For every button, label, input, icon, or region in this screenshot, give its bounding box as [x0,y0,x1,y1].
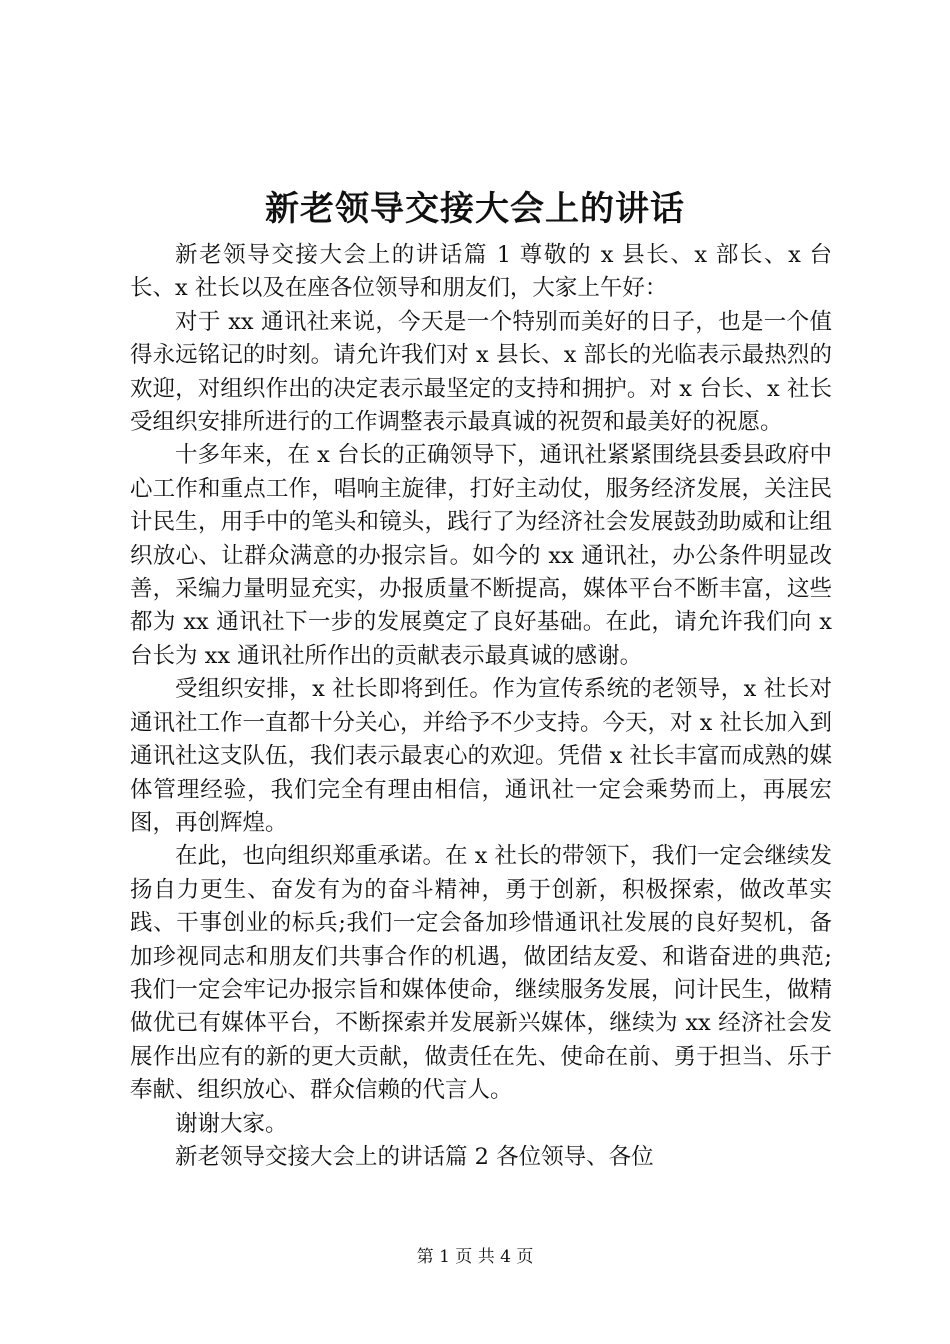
paragraph-thanks: 谢谢大家。 [175,1110,288,1137]
document-title: 新老领导交接大会上的讲话 [265,189,685,229]
paragraph-speech-2-start: 新老领导交接大会上的讲话篇 2 各位领导、各位 [175,1143,654,1170]
paragraph-commitment: 在此，也向组织郑重承诺。在 x 社长的带领下，我们一定会继续发扬自力更生、奋发有为的奋斗精神，勇于创新，积极探索，做改革实践、干事创业的标兵;我们一定会备加珍惜通讯社发展的良好契机，备加珍视同志和朋友们共事合作的机遇，做团结友爱、和谐奋进的典范;我们一定会牢记办报宗旨和媒体使命，继续服务发展，问计民生，做精做优已有媒体平台，不断探索并发展新兴媒体，继续为 xx 经济社会发展作出应有的新的更大贡献，做责任在先、使命在前、勇于担当、乐于奉献、组织放心、群众信赖的代言人。 [130,843,832,1104]
paragraph-achievements: 十多年来，在 x 台长的正确领导下，通讯社紧紧围绕县委县政府中心工作和重点工作，唱响主旋律，打好主动仗，服务经济发展，关注民计民生，用手中的笔头和镜头，践行了为经济社会发展鼓劲助威和让组织放心、让群众满意的办报宗旨。如今的 xx 通讯社，办公条件明显改善，采编力量明显充实，办报质量不断提高，媒体平台不断丰富，这些都为 xx 通讯社下一步的发展奠定了良好基础。在此，请允许我们向 x 台长为 xx 通讯社所作出的贡献表示最真诚的感谢。 [130,442,832,669]
document-body [130,239,832,1174]
paragraph-new-leader: 受组织安排，x 社长即将到任。作为宣传系统的老领导，x 社长对通讯社工作一直都十分关心，并给予不少支持。今天，对 x 社长加入到通讯社这支队伍，我们表示最衷心的欢迎。凭借 x 社长丰富而成熟的媒体管理经验，我们完全有理由相信，通讯社一定会乘势而上，再展宏图，再创辉煌。 [130,676,832,836]
page-number-footer: 第 1 页 共 4 页 [416,1247,534,1267]
paragraph-greeting: 新老领导交接大会上的讲话篇 1 尊敬的 x 县长、x 部长、x 台长、x 社长以及在座各位领导和朋友们，大家上午好： [130,242,832,302]
paragraph-welcome: 对于 xx 通讯社来说，今天是一个特别而美好的日子，也是一个值得永远铭记的时刻。请允许我们对 x 县长、x 部长的光临表示最热烈的欢迎，对组织作出的决定表示最坚定的支持和拥护。对 x 台长、x 社长受组织安排所进行的工作调整表示最真诚的祝贺和最美好的祝愿。 [130,308,832,436]
